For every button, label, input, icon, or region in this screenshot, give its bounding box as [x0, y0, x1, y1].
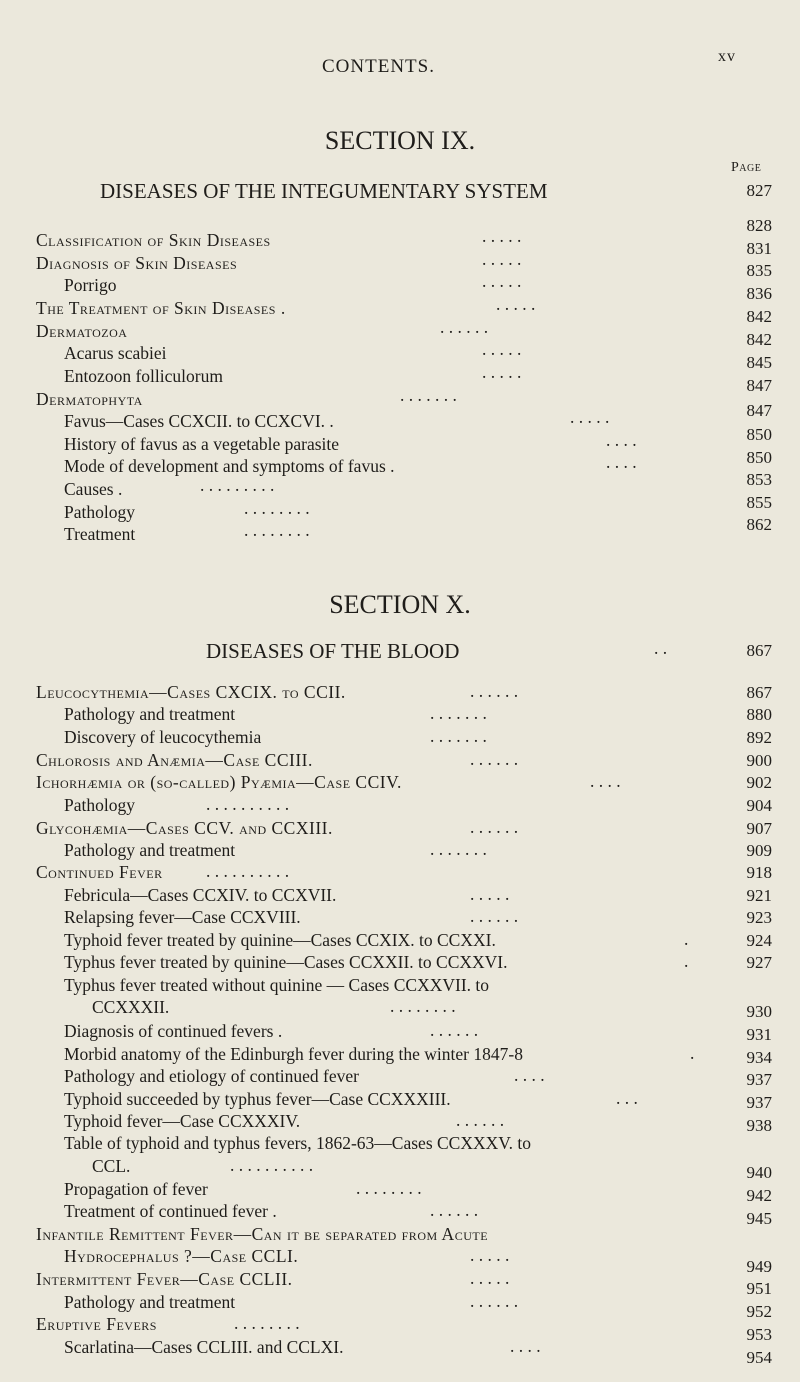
- section-ix-title: DISEASES OF THE INTEGUMENTARY SYSTEM: [100, 179, 548, 203]
- toc-entry: Pathology: [64, 502, 135, 522]
- toc-entry: Febricula—Cases CCXIV. to CCXVII.: [64, 885, 337, 905]
- toc-entry: Eruptive Fevers: [36, 1314, 157, 1334]
- leader-dots: . . . . . . .: [400, 385, 457, 405]
- toc-page: 907: [746, 819, 772, 838]
- section-x-heading: SECTION X.: [329, 590, 471, 619]
- leader-dots: .: [690, 1043, 695, 1063]
- toc-entry: Diagnosis of Skin Diseases: [36, 253, 238, 273]
- toc-entry: Typhoid succeeded by typhus fever—Case CCXXXIII.: [64, 1089, 451, 1109]
- toc-page: 867: [746, 683, 772, 702]
- leader-dots: . . . . . .: [440, 317, 489, 337]
- toc-entry: Chlorosis and Anæmia—Case CCIII.: [36, 750, 313, 770]
- leader-dots: . . . . . .: [470, 906, 519, 926]
- leader-dots: . . . .: [606, 452, 637, 472]
- leader-dots: . . . .: [514, 1065, 545, 1085]
- toc-entry: Diagnosis of continued fevers .: [64, 1021, 283, 1041]
- leader-dots: . . . . . . . . . .: [206, 861, 290, 881]
- leader-dots: . .: [654, 638, 668, 658]
- toc-page: 904: [746, 796, 772, 815]
- toc-entry: Dermatophyta: [36, 389, 143, 409]
- toc-entry: Intermittent Fever—Case CCLII.: [36, 1269, 293, 1289]
- toc-page: 880: [746, 705, 772, 724]
- leader-dots: . . . . . . . .: [244, 520, 310, 540]
- toc-entry: History of favus as a vegetable parasite: [64, 434, 340, 454]
- leader-dots: . . . . .: [482, 226, 522, 246]
- leader-dots: . . . . . . .: [430, 726, 487, 746]
- toc-page: 918: [746, 863, 772, 882]
- toc-page: 847: [746, 401, 772, 420]
- leader-dots: . . . .: [606, 430, 637, 450]
- toc-entry: Typhoid fever treated by quinine—Cases CCXIX. to CCXXI.: [64, 930, 496, 950]
- leader-dots: . . . . . . . . . .: [206, 794, 290, 814]
- toc-entry: Dermatozoa: [36, 321, 128, 341]
- toc-page: 937: [746, 1070, 772, 1089]
- page-column-label: Page: [731, 160, 762, 175]
- toc-page: 930: [746, 1002, 772, 1021]
- toc-page: 850: [746, 448, 772, 467]
- toc-page: 847: [746, 376, 772, 395]
- toc-entry: Treatment: [64, 524, 136, 544]
- toc-page: 949: [746, 1257, 772, 1276]
- section-ix-title-page: 827: [746, 181, 772, 200]
- leader-dots: . . . . .: [482, 271, 522, 291]
- toc-entry: CCXXXII.: [92, 997, 170, 1017]
- toc-page: 940: [746, 1163, 772, 1182]
- toc-page: 853: [746, 470, 772, 489]
- toc-entry: Continued Fever: [36, 862, 163, 882]
- leader-dots: .: [684, 951, 689, 971]
- toc-entry: Pathology and treatment: [64, 840, 236, 860]
- toc-page: 924: [746, 931, 772, 950]
- leader-dots: . . . . . . . .: [356, 1178, 422, 1198]
- toc-page: 952: [746, 1302, 772, 1321]
- toc-entry: Relapsing fever—Case CCXVIII.: [64, 907, 301, 927]
- section-x-title-page: 867: [746, 641, 772, 660]
- toc-entry: Leucocythemia—Cases CXCIX. to CCII.: [36, 682, 346, 702]
- section-x-title: DISEASES OF THE BLOOD: [206, 639, 460, 663]
- toc-page: 850: [746, 425, 772, 444]
- page-number-roman: xv: [718, 48, 736, 65]
- toc-entry: Pathology and treatment: [64, 1292, 236, 1312]
- leader-dots: . . . .: [510, 1336, 541, 1356]
- leader-dots: . . . .: [590, 771, 621, 791]
- toc-page: 855: [746, 493, 772, 512]
- leader-dots: . . . . .: [482, 339, 522, 359]
- toc-page: 927: [746, 953, 772, 972]
- leader-dots: . . . . .: [570, 407, 610, 427]
- leader-dots: . . . . . .: [470, 749, 519, 769]
- toc-entry: The Treatment of Skin Diseases .: [36, 298, 286, 318]
- toc-entry: Porrigo: [64, 275, 117, 295]
- toc-entry: Classification of Skin Diseases: [36, 230, 271, 250]
- toc-page: 892: [746, 728, 772, 747]
- leader-dots: . . . . . . . .: [390, 996, 456, 1016]
- leader-dots: . . . . . . .: [430, 703, 487, 723]
- toc-page: 902: [746, 773, 772, 792]
- leader-dots: . . . . . .: [470, 681, 519, 701]
- toc-entry: Discovery of leucocythemia: [64, 727, 262, 747]
- toc-entry: Typhus fever treated by quinine—Cases CCXXII. to CCXXVI.: [64, 952, 508, 972]
- toc-page: 923: [746, 908, 772, 927]
- leader-dots: . . . . .: [482, 249, 522, 269]
- toc-page: 945: [746, 1209, 772, 1228]
- leader-dots: . . . . .: [470, 1268, 510, 1288]
- leader-dots: . . . . . . . . .: [200, 475, 275, 495]
- toc-entry: Causes .: [64, 479, 123, 499]
- toc-page: 953: [746, 1325, 772, 1344]
- leader-dots: . . . . .: [470, 1245, 510, 1265]
- leader-dots: . . . . . .: [470, 1291, 519, 1311]
- toc-page: 938: [746, 1116, 772, 1135]
- toc-entry: Morbid anatomy of the Edinburgh fever during the winter 1847-8: [64, 1044, 523, 1064]
- toc-entry: Entozoon folliculorum: [64, 366, 223, 386]
- toc-entry: Glycohæmia—Cases CCV. and CCXIII.: [36, 818, 333, 838]
- toc-entry: Typhoid fever—Case CCXXXIV.: [64, 1111, 301, 1131]
- toc-page: 836: [746, 284, 772, 303]
- toc-page: 934: [746, 1048, 772, 1067]
- toc-entry: Hydrocephalus ?—Case CCLI.: [64, 1246, 299, 1266]
- toc-entry: CCL.: [92, 1156, 131, 1176]
- toc-entry: Pathology and treatment: [64, 704, 236, 724]
- toc-entry: Pathology and etiology of continued fever: [64, 1066, 359, 1086]
- toc-page: 900: [746, 751, 772, 770]
- toc-entry: Typhus fever treated without quinine — Cases CCXXVII. to: [64, 975, 490, 995]
- leader-dots: . . .: [616, 1088, 638, 1108]
- toc-page: 862: [746, 515, 772, 534]
- toc-page: 951: [746, 1279, 772, 1298]
- toc-entry: Pathology: [64, 795, 135, 815]
- toc-entry: Propagation of fever: [64, 1179, 208, 1199]
- toc-page: 828: [746, 216, 772, 235]
- leader-dots: . . . . . .: [430, 1200, 479, 1220]
- section-ix-heading: SECTION IX.: [324, 126, 476, 155]
- toc-entry: Favus—Cases CCXCII. to CCXCVI. .: [64, 411, 334, 431]
- toc-entry: Treatment of continued fever .: [64, 1201, 277, 1221]
- leader-dots: .: [684, 929, 689, 949]
- toc-entry: Table of typhoid and typhus fevers, 1862-63—Cases CCXXXV. to: [64, 1133, 532, 1153]
- toc-page: 835: [746, 261, 772, 280]
- leader-dots: . . . . .: [470, 884, 510, 904]
- toc-entry: Acarus scabiei: [64, 343, 167, 363]
- toc-page: 937: [746, 1093, 772, 1112]
- toc-page: 909: [746, 841, 772, 860]
- toc-entry: Mode of development and symptoms of favus .: [64, 456, 395, 476]
- toc-page: 931: [746, 1025, 772, 1044]
- toc-page: 842: [746, 307, 772, 326]
- leader-dots: . . . . .: [482, 362, 522, 382]
- leader-dots: . . . . . . . . . .: [230, 1155, 314, 1175]
- toc-page: 842: [746, 330, 772, 349]
- toc-page: 942: [746, 1186, 772, 1205]
- leader-dots: . . . . . .: [470, 817, 519, 837]
- leader-dots: . . . . . . . .: [234, 1313, 300, 1333]
- leader-dots: . . . . . .: [456, 1110, 505, 1130]
- toc-page: 921: [746, 886, 772, 905]
- leader-dots: . . . . . . . .: [244, 498, 310, 518]
- running-header: CONTENTS.: [322, 56, 435, 77]
- toc-entry: Infantile Remittent Fever—Can it be separated from Acute: [36, 1224, 489, 1244]
- toc-entry: Ichorhæmia or (so-called) Pyæmia—Case CCIV.: [36, 772, 402, 792]
- toc-page: 954: [746, 1348, 772, 1367]
- toc-entry: Scarlatina—Cases CCLIII. and CCLXI.: [64, 1337, 344, 1357]
- leader-dots: . . . . .: [496, 294, 536, 314]
- toc-page: 845: [746, 353, 772, 372]
- leader-dots: . . . . . .: [430, 1020, 479, 1040]
- leader-dots: . . . . . . .: [430, 839, 487, 859]
- toc-page: 831: [746, 239, 772, 258]
